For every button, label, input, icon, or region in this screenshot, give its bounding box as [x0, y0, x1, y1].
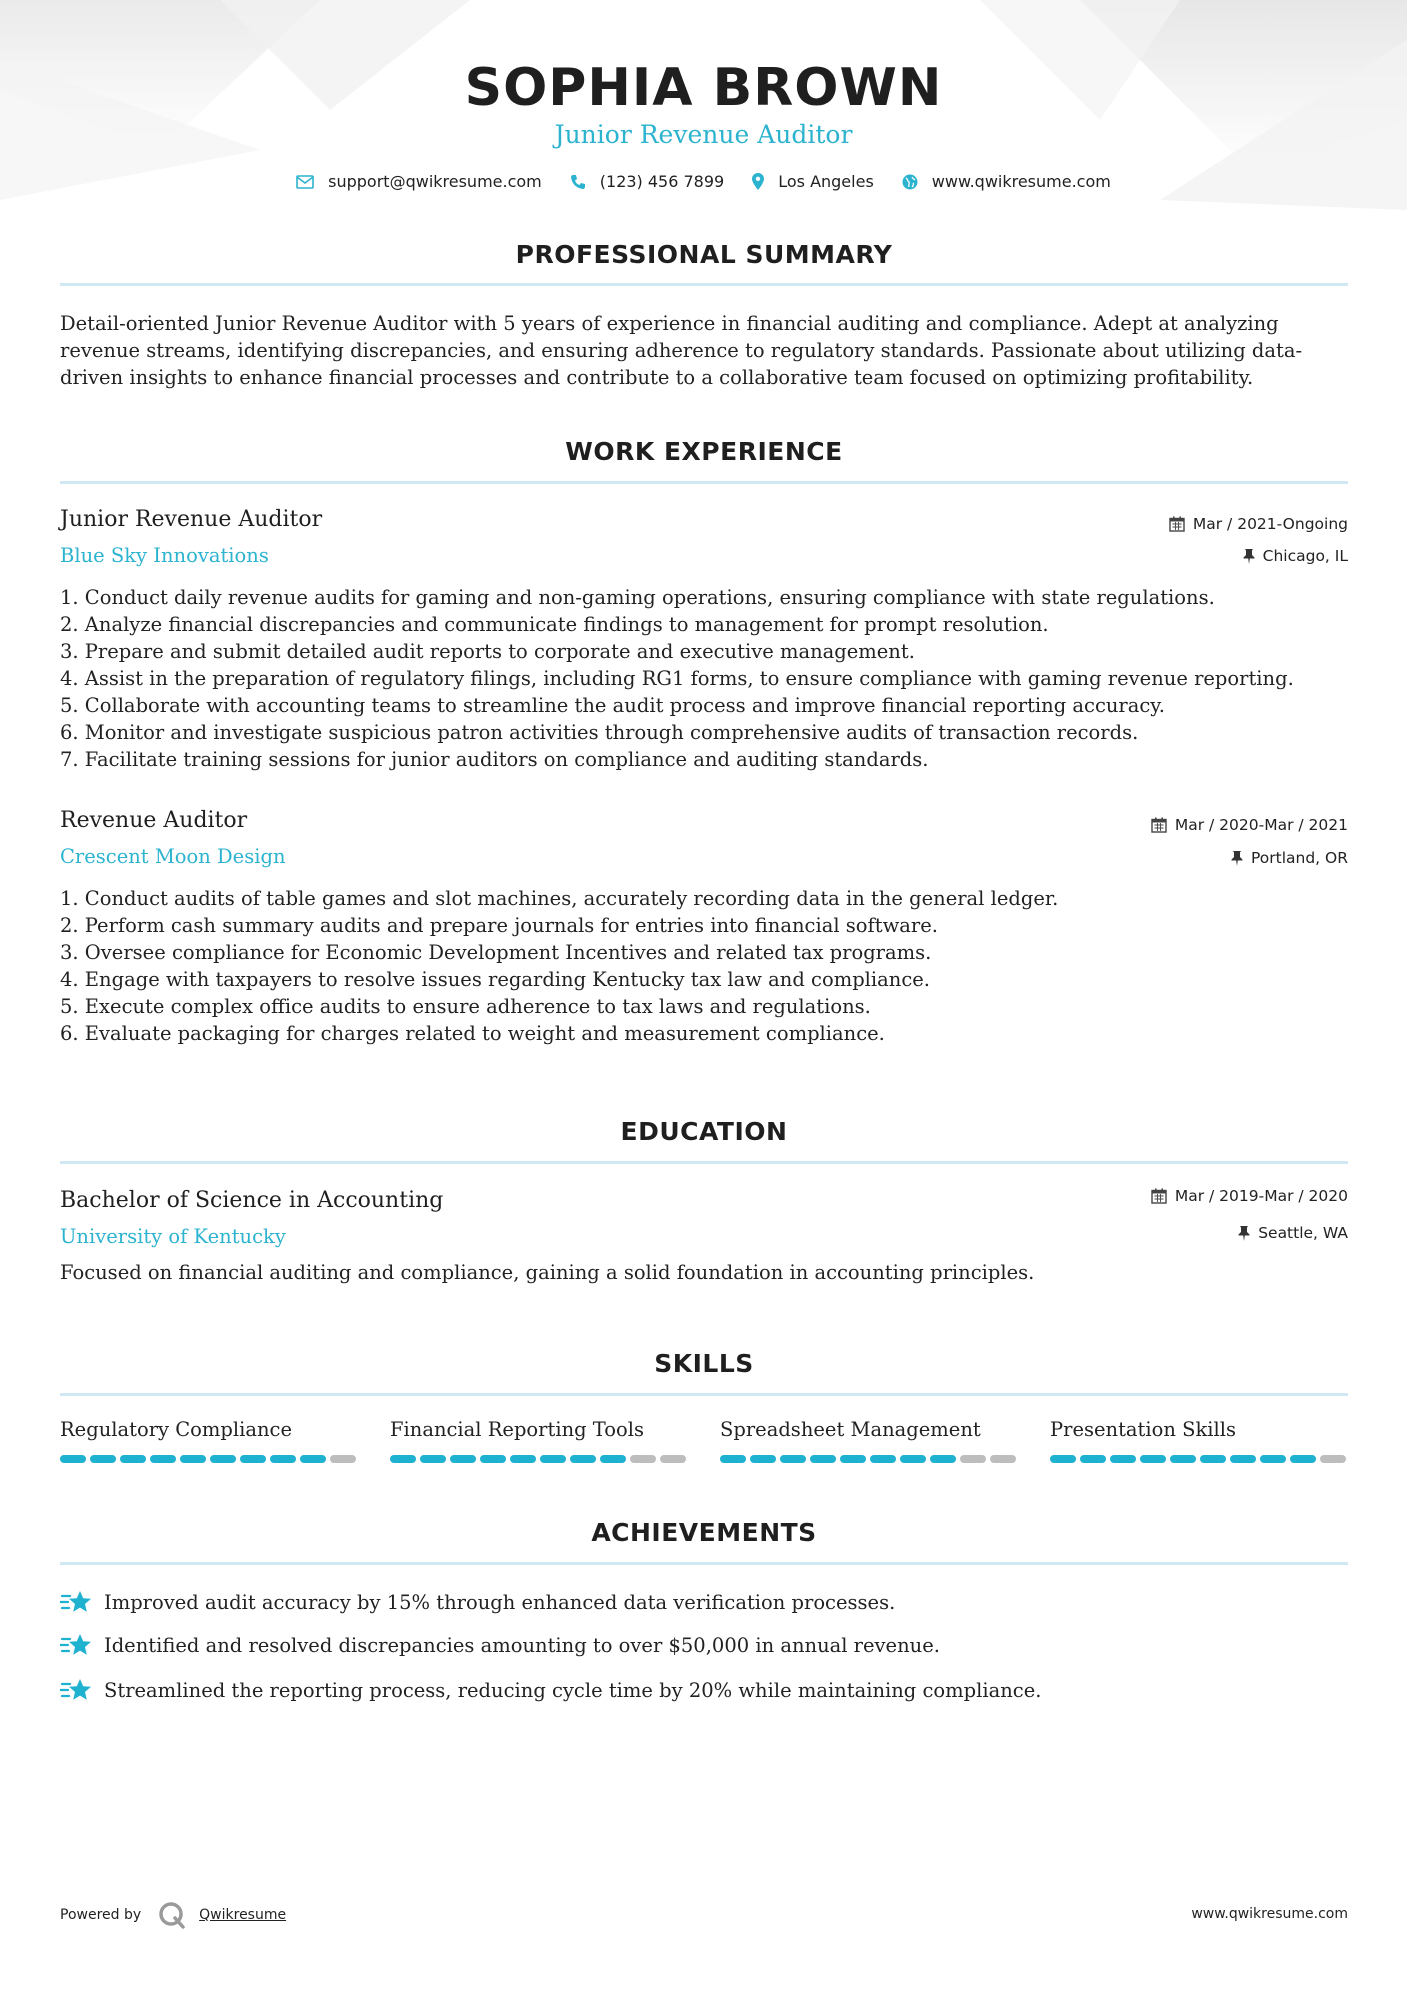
- contact-website[interactable]: [902, 172, 1111, 191]
- skill-segment-filled: [150, 1455, 176, 1463]
- job-title: Junior Revenue Auditor: [60, 507, 323, 532]
- skill-segment-filled: [930, 1455, 956, 1463]
- skill-segment-filled: [810, 1455, 836, 1463]
- section-divider: [60, 481, 1348, 484]
- skill-segment-filled: [90, 1455, 116, 1463]
- skill-segment-filled: [60, 1455, 86, 1463]
- skill-segment-empty: [960, 1455, 986, 1463]
- skill-segment-filled: [540, 1455, 566, 1463]
- skill-segment-empty: [630, 1455, 656, 1463]
- education-degree: Bachelor of Science in Accounting: [60, 1188, 444, 1213]
- calendar-icon: [1169, 516, 1185, 532]
- job-title: Revenue Auditor: [60, 808, 248, 833]
- achievement-item: [60, 1677, 1041, 1703]
- contact-email[interactable]: [296, 172, 542, 191]
- summary-text: Detail-oriented Junior Revenue Auditor with 5 years of experience in financial auditing and compliance. Adept at analyzing revenue streams, identifying discrepancies, and ensuring adherence to regulatory standards. Passionate about utilizing data-driven insights to enhance financial processes and contribute to a collaborative team focused on optimizing profitability.: [60, 312, 1303, 389]
- list-item: 6. Evaluate packaging for charges related to weight and measurement compliance.: [60, 1022, 885, 1045]
- skill-segment-filled: [210, 1455, 236, 1463]
- skill-level-bar: [390, 1455, 690, 1463]
- job-dates: [1169, 515, 1348, 533]
- section-divider: [60, 283, 1348, 286]
- section-divider: [60, 1161, 1348, 1164]
- list-item: 1. Conduct daily revenue audits for gaming and non-gaming operations, ensuring compliance with state regulations.: [60, 586, 1215, 609]
- calendar-icon: [1151, 817, 1167, 833]
- job-company: Crescent Moon Design: [60, 845, 286, 868]
- section-title-achievements: ACHIEVEMENTS: [591, 1518, 817, 1547]
- list-item: 1. Conduct audits of table games and slot machines, accurately recording data in the general ledger.: [60, 887, 1059, 910]
- contact-website-text: www.qwikresume.com: [931, 172, 1111, 191]
- job-dates: [1151, 816, 1348, 834]
- skill-segment-filled: [1080, 1455, 1106, 1463]
- footer-website[interactable]: www.qwikresume.com: [1191, 1906, 1348, 1922]
- contact-bar: [0, 172, 1407, 191]
- shooting-star-icon: [60, 1677, 92, 1703]
- job-location: [1231, 849, 1348, 867]
- map-pin-icon: [752, 173, 764, 190]
- list-item: 3. Prepare and submit detailed audit reports to corporate and executive management.: [60, 640, 915, 663]
- list-item: 7. Facilitate training sessions for junior auditors on compliance and auditing standards.: [60, 748, 929, 771]
- skill-segment-filled: [390, 1455, 416, 1463]
- section-title-education: EDUCATION: [620, 1117, 788, 1146]
- achievement-item: [60, 1632, 940, 1658]
- skill-segment-filled: [270, 1455, 296, 1463]
- achievement-text: Streamlined the reporting process, reducing cycle time by 20% while maintaining compliance.: [104, 1678, 1042, 1702]
- skill-level-bar: [1050, 1455, 1350, 1463]
- achievement-text: Improved audit accuracy by 15% through enhanced data verification processes.: [104, 1590, 896, 1614]
- contact-phone-text: (123) 456 7899: [599, 172, 725, 191]
- skill-segment-filled: [600, 1455, 626, 1463]
- education-dates-text: Mar / 2019-Mar / 2020: [1174, 1187, 1348, 1205]
- list-item: 4. Engage with taxpayers to resolve issues regarding Kentucky tax law and compliance.: [60, 968, 930, 991]
- skill-item: [720, 1418, 1020, 1463]
- skill-segment-filled: [120, 1455, 146, 1463]
- pushpin-icon: [1238, 1225, 1250, 1241]
- section-divider: [60, 1393, 1348, 1396]
- skill-item: [60, 1418, 360, 1463]
- contact-location: [752, 172, 874, 191]
- candidate-role: Junior Revenue Auditor: [554, 120, 853, 149]
- contact-phone[interactable]: [570, 172, 724, 191]
- education-location: [1238, 1224, 1348, 1242]
- calendar-icon: [1151, 1188, 1167, 1204]
- job-bullet-list: [60, 885, 1360, 1047]
- envelope-icon: [296, 175, 314, 189]
- skill-item: [390, 1418, 690, 1463]
- skill-segment-filled: [180, 1455, 206, 1463]
- job-dates-text: Mar / 2021-Ongoing: [1192, 515, 1348, 533]
- education-dates: [1151, 1187, 1348, 1205]
- powered-by-label: Powered by: [60, 1907, 142, 1923]
- skill-item: [1050, 1418, 1350, 1463]
- skill-segment-empty: [660, 1455, 686, 1463]
- achievement-text: Identified and resolved discrepancies amounting to over $50,000 in annual revenue.: [104, 1633, 940, 1657]
- phone-icon: [570, 174, 586, 190]
- section-divider: [60, 1562, 1348, 1565]
- skill-segment-filled: [1230, 1455, 1256, 1463]
- skill-name: Regulatory Compliance: [60, 1418, 292, 1441]
- skill-segment-filled: [1110, 1455, 1136, 1463]
- job-location-text: Chicago, IL: [1262, 547, 1348, 565]
- skill-name: Financial Reporting Tools: [390, 1418, 645, 1441]
- contact-email-text: support@qwikresume.com: [328, 172, 542, 191]
- list-item: 2. Analyze financial discrepancies and communicate findings to management for prompt resolution.: [60, 613, 1049, 636]
- qwikresume-logo-icon: [157, 1900, 187, 1930]
- skill-segment-filled: [1050, 1455, 1076, 1463]
- job-company: Blue Sky Innovations: [60, 544, 269, 567]
- skill-segment-filled: [750, 1455, 776, 1463]
- list-item: 2. Perform cash summary audits and prepare journals for entries into financial software.: [60, 914, 938, 937]
- pushpin-icon: [1231, 850, 1243, 866]
- skill-segment-filled: [1260, 1455, 1286, 1463]
- section-title-skills: SKILLS: [654, 1349, 754, 1378]
- skill-segment-filled: [1290, 1455, 1316, 1463]
- section-title-experience: WORK EXPERIENCE: [565, 437, 843, 466]
- skill-segment-filled: [1140, 1455, 1166, 1463]
- skill-segment-filled: [1170, 1455, 1196, 1463]
- education-description: Focused on financial auditing and compliance, gaining a solid foundation in accounting principles.: [60, 1261, 1035, 1284]
- job-location: [1243, 547, 1348, 565]
- job-location-text: Portland, OR: [1250, 849, 1348, 867]
- achievement-item: [60, 1589, 895, 1615]
- skill-segment-empty: [330, 1455, 356, 1463]
- globe-icon: [902, 174, 918, 190]
- skill-segment-filled: [570, 1455, 596, 1463]
- resume-header: [0, 58, 1407, 149]
- skill-segment-filled: [300, 1455, 326, 1463]
- skills-list: [60, 1418, 1350, 1463]
- list-item: 3. Oversee compliance for Economic Development Incentives and related tax programs.: [60, 941, 932, 964]
- job-dates-text: Mar / 2020-Mar / 2021: [1174, 816, 1348, 834]
- skill-segment-empty: [990, 1455, 1016, 1463]
- shooting-star-icon: [60, 1632, 92, 1658]
- skill-segment-filled: [870, 1455, 896, 1463]
- skill-name: Spreadsheet Management: [720, 1418, 981, 1441]
- skill-level-bar: [720, 1455, 1020, 1463]
- skill-segment-filled: [840, 1455, 866, 1463]
- skill-segment-filled: [420, 1455, 446, 1463]
- education-location-text: Seattle, WA: [1258, 1224, 1348, 1242]
- skill-segment-filled: [240, 1455, 266, 1463]
- skill-segment-filled: [1200, 1455, 1226, 1463]
- candidate-name: SOPHIA BROWN: [464, 58, 943, 118]
- pushpin-icon: [1243, 548, 1255, 564]
- skill-segment-filled: [480, 1455, 506, 1463]
- skill-segment-filled: [780, 1455, 806, 1463]
- skill-segment-filled: [450, 1455, 476, 1463]
- skill-name: Presentation Skills: [1050, 1418, 1237, 1441]
- skill-level-bar: [60, 1455, 360, 1463]
- skill-segment-filled: [900, 1455, 926, 1463]
- list-item: 5. Collaborate with accounting teams to streamline the audit process and improve financial reporting accuracy.: [60, 694, 1165, 717]
- education-school: University of Kentucky: [60, 1225, 286, 1248]
- list-item: 4. Assist in the preparation of regulatory filings, including RG1 forms, to ensure compliance with gaming revenue reporting.: [60, 667, 1294, 690]
- section-title-summary: PROFESSIONAL SUMMARY: [515, 240, 893, 269]
- footer-powered-by: [60, 1900, 286, 1930]
- shooting-star-icon: [60, 1589, 92, 1615]
- job-bullet-list: [60, 584, 1360, 773]
- skill-segment-filled: [720, 1455, 746, 1463]
- list-item: 6. Monitor and investigate suspicious patron activities through comprehensive audits of transaction records.: [60, 721, 1139, 744]
- qwikresume-link[interactable]: Qwikresume: [199, 1907, 287, 1923]
- skill-segment-filled: [510, 1455, 536, 1463]
- list-item: 5. Execute complex office audits to ensure adherence to tax laws and regulations.: [60, 995, 871, 1018]
- skill-segment-empty: [1320, 1455, 1346, 1463]
- contact-location-text: Los Angeles: [778, 172, 874, 191]
